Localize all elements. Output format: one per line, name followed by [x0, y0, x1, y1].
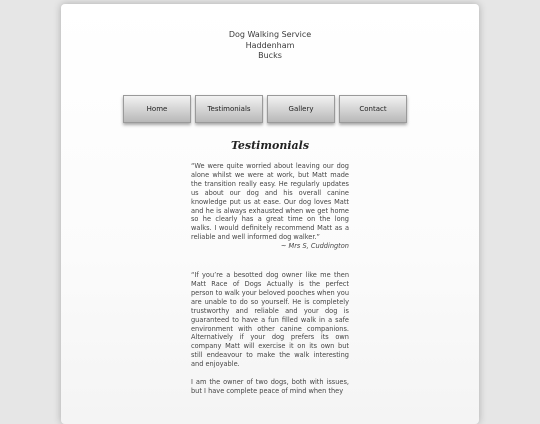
header-line-service: Dog Walking Service [228, 30, 312, 39]
testimonial-text: “We were quite worried about leaving our dog alone whilst we were at work, but Matt made the transition really easy. He regularly updates us about our dog and his overall canine knowledge put us at ease. Our dog loves Matt and he is always exhausted when we get home so he clearly has a great time on the long walks. I would definitely recommend Matt as a reliable and well informed dog walker.” [191, 162, 349, 242]
site-header [61, 30, 479, 62]
nav-gallery-button[interactable]: Gallery [267, 95, 335, 123]
header-line-county: Bucks [258, 51, 282, 60]
page-title: Testimonials [230, 139, 310, 152]
header-line-town: Haddenham [245, 40, 295, 50]
testimonial-author: ~ Mrs S, Cuddington [280, 242, 349, 251]
nav-testimonials-button[interactable]: Testimonials [195, 95, 263, 123]
testimonial-text: “If you’re a besotted dog owner like me then Matt Race of Dogs Actually is the perfect person to walk your beloved pooches when you are unable to do so yourself. He is completely trustworthy and reliable and your dog is guaranteed to have a fun filled walk in a safe environment with other canine companions. Alternatively if your dog prefers its own company Matt will exercise it on its own but still endeavour to make the walk interesting and enjoyable. [191, 271, 349, 369]
nav-home-button[interactable]: Home [123, 95, 191, 123]
testimonial-text: I am the owner of two dogs, both with issues, but I have complete peace of mind when they [191, 378, 349, 395]
nav-contact-button[interactable]: Contact [339, 95, 407, 123]
page-container [61, 4, 479, 424]
testimonials-content [191, 162, 349, 396]
